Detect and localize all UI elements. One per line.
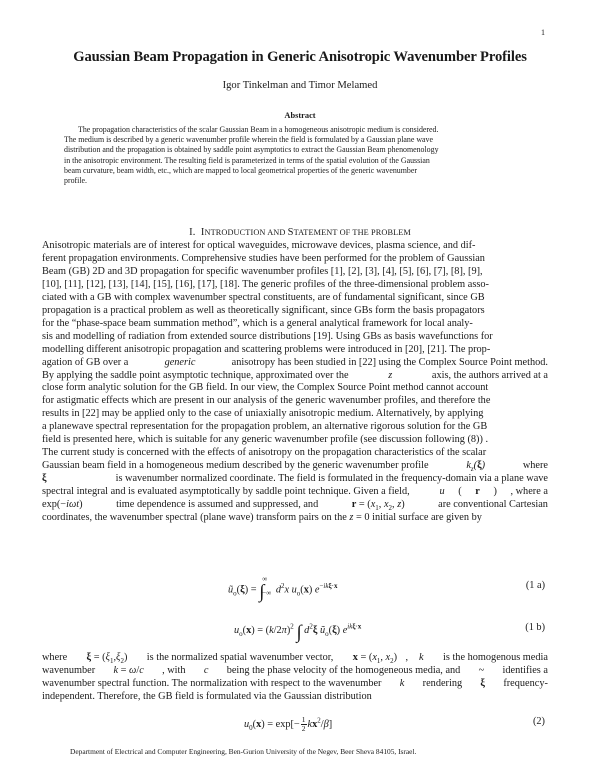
math-r: r (475, 486, 480, 498)
text-run: is the normalized spatial wavenumber vector, (146, 652, 334, 663)
abstract-line: distribution and the propagation is obtained by saddle point asymptotics to extract the Gaussian Beam phenomenology (64, 145, 439, 155)
text-run: is wavenumber normalized coordinate. The field is formulated in the frequency-domain via a plane wave (115, 473, 548, 485)
text-run: is the homogenous media (443, 652, 548, 663)
body-line (42, 677, 548, 690)
body-line: Anisotropic materials are of interest for optical waveguides, microwave devices, plasma science, and dif- (42, 240, 476, 251)
text-run: wavenumber (42, 665, 96, 676)
math-xi-def: $\xi = (\xi_1,\xi_2)$ (86, 652, 128, 666)
text-run: axis, the authors arrived at a (431, 369, 548, 381)
body-line (42, 473, 548, 486)
generic-emph: generic (164, 356, 196, 368)
section-heading-part: NTRODUCTION AND (204, 228, 288, 237)
section-heading-part: I (200, 227, 205, 238)
abstract-body (64, 125, 540, 186)
abstract-line: The propagation characteristics of the scalar Gaussian Beam in a homogeneous anisotropic medium is considered. (78, 125, 439, 134)
body-line: Beam (GB) 2D and 3D propagation for specific wavenumber profiles [1], [2], [3], [4], [5], [6], [7], [8], [9], (42, 265, 483, 277)
text-run: frequency- (503, 678, 548, 689)
equation-2-label: (2) (532, 716, 545, 727)
body-line: ferent propagation environments. Comprehensive studies have been performed for the problem of Gaussian (42, 252, 485, 264)
body-line: [10], [11], [12], [13], [14], [15], [16], [17], [18]. The generic profiles of the three-dimensional problem asso- (42, 278, 489, 290)
equation-1b-label: (1 b) (525, 622, 545, 633)
body-line: for astigmatic effects which are present in our analysis of the generic wavenumber profiles, and therefore the (42, 395, 491, 407)
text-run: agation of GB over a (42, 356, 129, 368)
math-r-def: $r = (x_1$, $x_2$, z) (351, 499, 405, 513)
text-run: anisotropy has been studied in [22] using the Complex Source Point method. (231, 356, 548, 368)
body-line (42, 370, 548, 383)
text-run: By applying the saddle point asymptotic technique, approximated over the (42, 369, 349, 381)
abstract-line: beam curvature, beam width, etc., which are mapped to local geometrical properties of the generic wavenumber (64, 165, 417, 175)
text-run: initial surface are given by (372, 512, 482, 524)
text-run: being the phase velocity of the homogeneous media, and (226, 665, 461, 676)
text-run: are conventional Cartesian (438, 499, 548, 511)
math-x-def: $x = (x_1$, $x_2$) (352, 652, 398, 666)
body-line (42, 664, 548, 677)
body-line: field is presented here, which is suitable for any generic wavenumber profile (see discussion following (8)) . (42, 434, 489, 446)
math-exp: exp(−iωt) (42, 499, 83, 511)
math-k: k (399, 678, 405, 689)
authors: Igor Tinkelman and Timor Melamed (222, 80, 378, 91)
body-line: The current study is concerned with the effects of anisotropy on the propagation characteristics of the scalar (42, 447, 487, 459)
math-k-def: k = ω/c (113, 665, 144, 676)
abstract-line: profile. (64, 176, 88, 186)
math-z: z (388, 369, 393, 381)
paper-title: Gaussian Beam Propagation in Generic Anisotropic Wavenumber Profiles (73, 49, 527, 65)
tilde-symbol: ~ (478, 665, 485, 676)
equation-2-math: $u_0(x) = \exp[-$ $\frac{1}{2}kx^2/\beta$] (244, 715, 333, 733)
body-line: where $\xi = (\xi_1,\xi_2)$ is the normalized spatial wavenumber vector, $x = (x_1$, $x_2$) , k is the homogenous media (42, 652, 548, 666)
body-line (42, 460, 548, 473)
math-z0: z = 0 (349, 512, 370, 524)
body-line: sis and modelling of radiation from extended source distributions [19]. Using GBs as basis wavefunctions for (42, 330, 493, 342)
body-text-2 (42, 651, 548, 703)
text-run: identifies a (502, 665, 548, 676)
body-line (42, 512, 548, 525)
footnote: Department of Electrical and Computer Engineering, Ben-Gurion University of the Negev, Beer Sheva 84105, Israel. (70, 747, 417, 756)
equation-1a-label: (1 a) (525, 580, 545, 591)
math-c: c (203, 665, 209, 676)
text-run: , where a (510, 486, 548, 498)
text-run: , with (162, 665, 186, 676)
abstract-line: in the anisotropic environment. The resulting field is parameterized in terms of the spatial evolution of the Gaussian (64, 155, 430, 165)
section-heading-part: TATEMENT OF THE PROBLEM (293, 228, 411, 237)
page-number: 1 (541, 28, 545, 37)
math-kz: $k_z(\xi)$ (466, 460, 486, 474)
body-line (42, 499, 548, 512)
body-line (42, 357, 548, 370)
math-k: k (419, 652, 424, 663)
text-run: where (42, 652, 68, 663)
abstract-line: The medium is described by a generic wavenumber profile wherein the field is formulated by a Gaussian plane wave (64, 135, 433, 145)
body-line: close form analytic solution for the GB field. In our view, the Complex Source Point method cannot account (42, 382, 489, 394)
body-line: a planewave spectral representation for the propagation problem, an alternative rigorous solution for the GB (42, 421, 488, 433)
text-run: rendering (422, 678, 463, 689)
text-run: spectral integral and is evaluated asymptotically by saddle point technique. Given a field, (42, 486, 410, 498)
body-text (42, 240, 548, 525)
body-line: independent. Therefore, the GB field is formulated via the Gaussian distribution (42, 691, 372, 702)
math-ur: u (439, 486, 445, 498)
body-line: for the “phase-space beam summation method”, which is a general analytical framework for local analy- (42, 317, 473, 329)
text-run: wavenumber spectral function. The normalization with respect to the wavenumber (42, 678, 382, 689)
text-run: where (522, 460, 548, 472)
abstract-heading: Abstract (284, 111, 316, 120)
math-xi: ξ (42, 473, 47, 485)
text-run: coordinates, the wavenumber spectral (plane wave) transform pairs on the (42, 512, 347, 524)
section-heading (0, 227, 600, 238)
equation-1a-math: $ũ_o(\xi)$ = ∫ ∞ −∞ $d^2x$ $u_o(x)$ $e^{-ik\xi\cdot x}$ (228, 575, 338, 603)
text-run: time dependence is assumed and suppressed, and (116, 499, 319, 511)
body-line: modelling different anisotropic propagation and scattering problems were introduced in [20], [21]. The prop- (42, 343, 491, 355)
body-line: results in [22] may be applied only to the case of uniaxially anisotropic medium. Alternatively, by applying (42, 408, 484, 420)
section-numeral: I. (189, 227, 196, 238)
equation-1b-math: $u_o(x) = (k/2\pi)^2$ ∫ $d^2\xi$ $ũ_o(\xi)$ $e^{ik\xi\cdot x}$ (234, 622, 362, 643)
math-xi: ξ (480, 678, 486, 689)
body-line: spectral integral and is evaluated asymptotically by saddle point technique. Given a field, u ( r ) , where a (42, 486, 548, 498)
section-heading-part: S (287, 227, 294, 238)
body-line: propagation is a practical problem as well as theoretically significant, since GBs form the basis propagators (42, 304, 485, 316)
body-line: ciated with a GB with complex wavenumber spectral constituents, are of fundamental significant, since GB (42, 291, 485, 303)
text-run: Gaussian beam field in a homogeneous medium described by the generic wavenumber profile (42, 460, 429, 472)
